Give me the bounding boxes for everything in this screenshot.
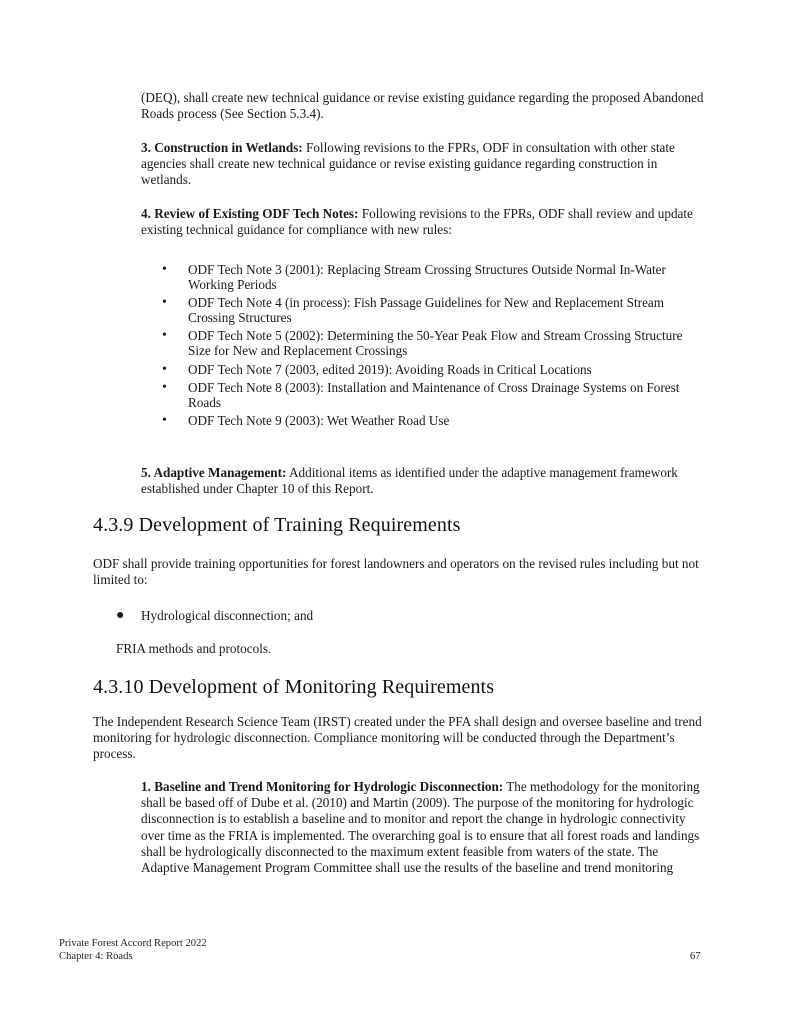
list-item: • ODF Tech Note 7 (2003, edited 2019): Avoiding Roads in Critical Locations xyxy=(141,363,706,378)
page-number: 67 xyxy=(690,951,701,962)
list-item: • ODF Tech Note 3 (2001): Replacing Stream Crossing Structures Outside Normal In-Water Working Periods xyxy=(141,263,706,292)
baseline-monitoring-label: 1. Baseline and Trend Monitoring for Hydrologic Disconnection: xyxy=(141,779,504,794)
monitoring-paragraph: The Independent Research Science Team (IRST) created under the PFA shall design and oversee baseline and trend monitoring for hydrologic disconnection. Compliance monitoring will be conducted through the Department’s process. xyxy=(93,714,702,762)
list-item: • ODF Tech Note 5 (2002): Determining the 50-Year Peak Flow and Stream Crossing Structure Size for New and Replacement Crossings xyxy=(141,329,706,358)
footer-report-title: Private Forest Accord Report 2022 xyxy=(59,938,207,949)
construction-wetlands-label: 3. Construction in Wetlands: xyxy=(141,140,303,155)
list-item: • ODF Tech Note 8 (2003): Installation and Maintenance of Cross Drainage Systems on Forest Roads xyxy=(141,381,706,410)
tech-notes-review-paragraph xyxy=(141,206,706,238)
list-item: • ODF Tech Note 4 (in process): Fish Passage Guidelines for New and Replacement Stream Crossing Structures xyxy=(141,296,706,325)
adaptive-management-paragraph xyxy=(141,465,706,497)
fria-methods-line: FRIA methods and protocols. xyxy=(116,641,272,656)
construction-wetlands-paragraph xyxy=(141,140,706,189)
baseline-monitoring-paragraph xyxy=(141,779,706,876)
training-bullet-text: Hydrological disconnection; and xyxy=(141,608,314,623)
footer-chapter: Chapter 4: Roads xyxy=(59,951,133,962)
tech-notes-review-text: Following revisions to the FPRs, ODF shall review and update existing technical guidance for compliance with new rules: xyxy=(141,206,693,238)
tech-notes-review-label: 4. Review of Existing ODF Tech Notes: xyxy=(141,206,359,221)
adaptive-management-label: 5. Adaptive Management: xyxy=(141,465,287,480)
section-heading-monitoring: 4.3.10 Development of Monitoring Requirements xyxy=(93,676,495,698)
bullet-dot-icon: ● xyxy=(116,608,125,623)
section-heading-training: 4.3.9 Development of Training Requirements xyxy=(93,514,461,536)
baseline-monitoring-text: The methodology for the monitoring shall be based off of Dube et al. (2010) and Martin (2009). The purpose of the monitoring for hydrologic disconnection is to establish a baseline and to monitor and report the change in hydrologic connectivity over time as the FRIA is implemented. The overarching goal is to ensure that all forest roads and landings shall be hydrologically disconnected to the maximum extent feasible from waters of the state. The Adaptive Management Program Committee shall use the results of the baseline and trend monitoring xyxy=(141,779,700,876)
tech-notes-list xyxy=(141,263,706,433)
construction-wetlands-text: Following revisions to the FPRs, ODF in consultation with other state agencies shall create new technical guidance or revise existing guidance regarding construction in wetlands. xyxy=(141,140,675,188)
training-paragraph: ODF shall provide training opportunities for forest landowners and operators on the revised rules including but not limited to: xyxy=(93,556,699,588)
list-item: • ODF Tech Note 9 (2003): Wet Weather Road Use xyxy=(141,414,706,429)
adaptive-management-text: Additional items as identified under the adaptive management framework established under Chapter 10 of this Report. xyxy=(141,465,678,497)
intro-paragraph: (DEQ), shall create new technical guidance or revise existing guidance regarding the proposed Abandoned Roads process (See Section 5.3.4). xyxy=(141,90,704,122)
